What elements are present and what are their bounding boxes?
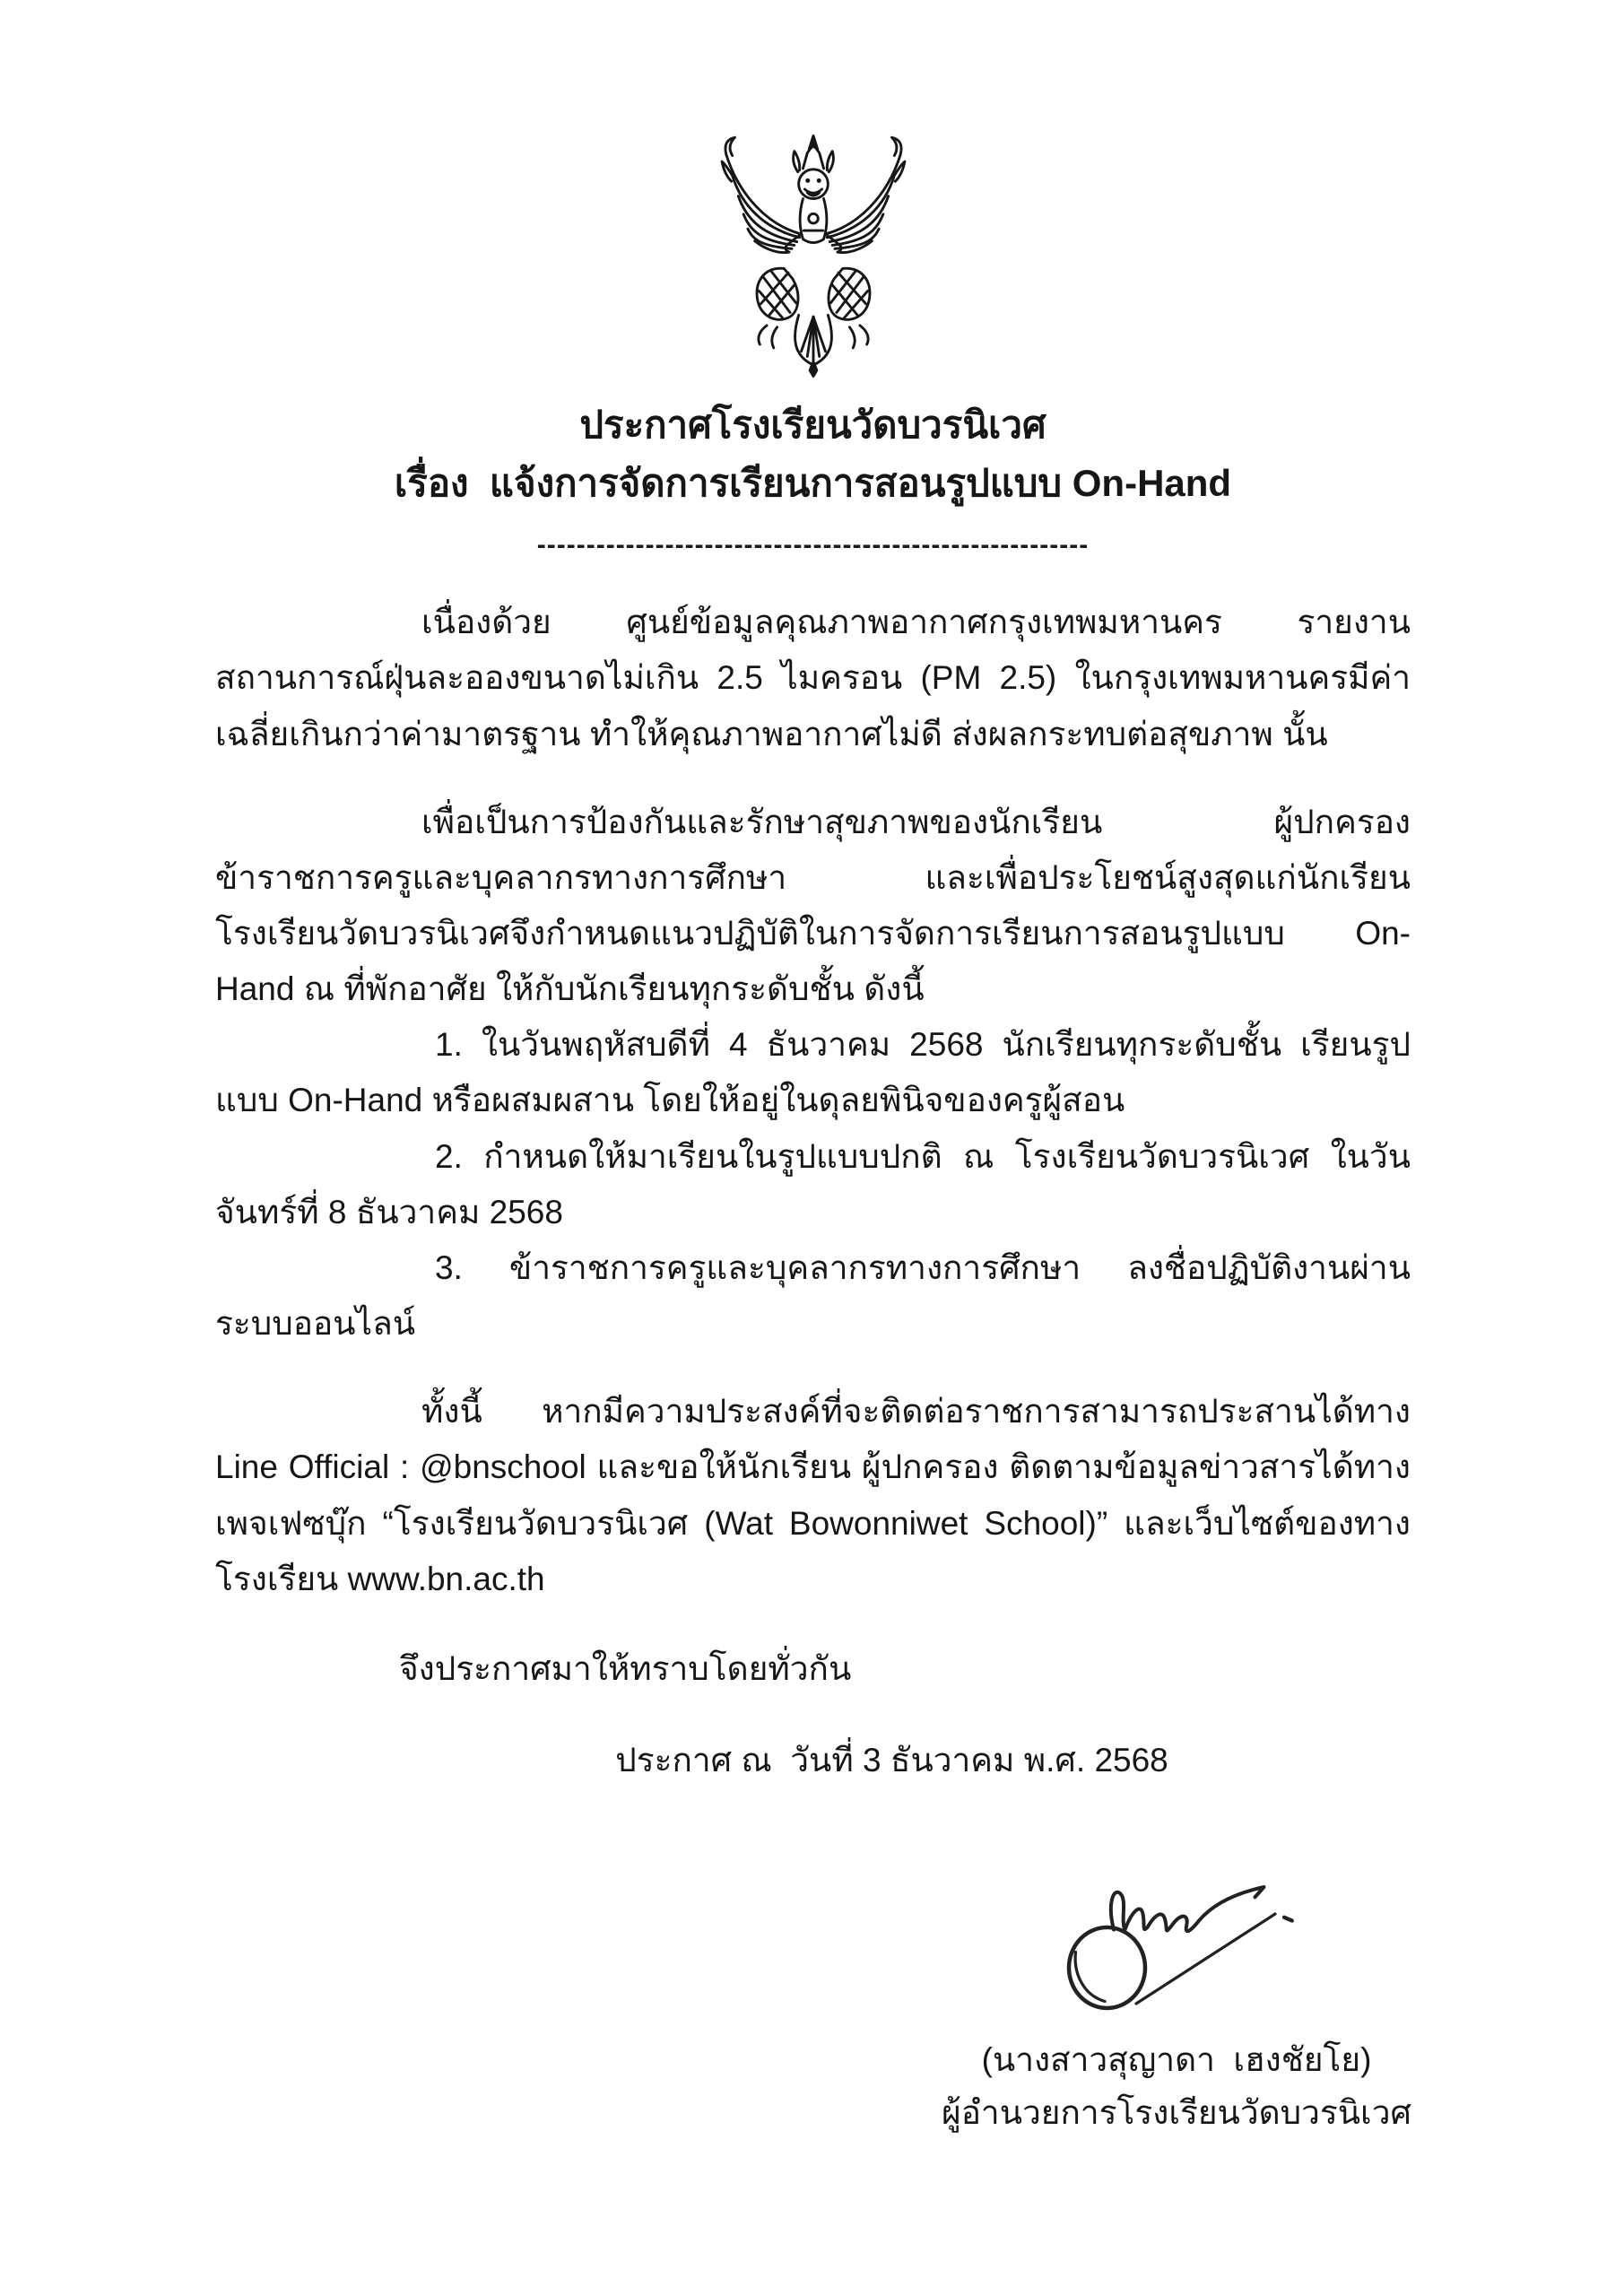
- closing-line: จึงประกาศมาให้ทราบโดยทั่วกัน: [399, 1649, 852, 1687]
- signer-title: ผู้อำนวยการโรงเรียนวัดบวรนิเวศ: [942, 2094, 1411, 2132]
- paragraph-contact-channels: ทั้งนี้ หากมีความประสงค์ที่จะติดต่อราชการสามารถประสานได้ทาง Line Official : @bnschool และขอให้นักเรียน ผู้ปกครอง ติดตามข้อมูลข่าวสารได้ทางเพจเฟซบุ๊ก “โรงเรียนวัดบวรนิเวศ (Wat Bowonniwet School)” และเว็บไซต์ของทางโรงเรียน www.bn.ac.th: [215, 1393, 1411, 1597]
- signature-block: [908, 1869, 1446, 2139]
- page-title: ประกาศโรงเรียนวัดบวรนิเวศ: [579, 404, 1046, 446]
- dashed-divider: --------------------------------------------------------: [536, 530, 1090, 561]
- list-item-2: 2. กำหนดให้มาเรียนในรูปแบบปกติ ณ โรงเรียนวัดบวรนิเวศ ในวันจันทร์ที่ 8 ธันวาคม 2568: [215, 1137, 1411, 1231]
- paragraph-measures-intro: เพื่อเป็นการป้องกันและรักษาสุขภาพของนักเรียน ผู้ปกครอง ข้าราชการครูและบุคลากรทางการศึกษา และเพื่อประโยชน์สูงสุดแก่นักเรียน โรงเรียนวัดบวรนิเวศจึงกำหนดแนวปฏิบัติในการจัดการเรียนการสอนรูปแบบ On-Hand ณ ที่พักอาศัย ให้กับนักเรียนทุกระดับชั้น ดังนี้: [215, 803, 1411, 1008]
- signer-name: (นางสาวสุญาดา เฮงชัยโย): [981, 2041, 1372, 2079]
- list-item-3: 3. ข้าราชการครูและบุคลากรทางการศึกษา ลงชื่อปฏิบัติงานผ่านระบบออนไลน์: [215, 1248, 1411, 1343]
- list-item-1: 1. ในวันพฤหัสบดีที่ 4 ธันวาคม 2568 นักเรียนทุกระดับชั้น เรียนรูปแบบ On-Hand หรือผสมผสาน โดยให้อยู่ในดุลยพินิจของครูผู้สอน: [215, 1026, 1411, 1119]
- signature-handwritten-icon: [908, 1869, 1446, 2026]
- subject-line: เรื่อง แจ้งการจัดการเรียนการสอนรูปแบบ On-Hand: [394, 462, 1232, 505]
- garuda-emblem: [215, 127, 1411, 383]
- paragraph-pm25-situation: เนื่องด้วย ศูนย์ข้อมูลคุณภาพอากาศกรุงเทพมหานคร รายงานสถานการณ์ฝุ่นละอองขนาดไม่เกิน 2.5 ไมครอน (PM 2.5) ในกรุงเทพมหานครมีค่าเฉลี่ยเกินกว่าค่ามาตรฐาน ทำให้คุณภาพอากาศไม่ดี ส่งผลกระทบต่อสุขภาพ นั้น: [215, 604, 1411, 752]
- announcement-date-line: ประกาศ ณ วันที่ 3 ธันวาคม พ.ศ. 2568: [615, 1742, 1168, 1779]
